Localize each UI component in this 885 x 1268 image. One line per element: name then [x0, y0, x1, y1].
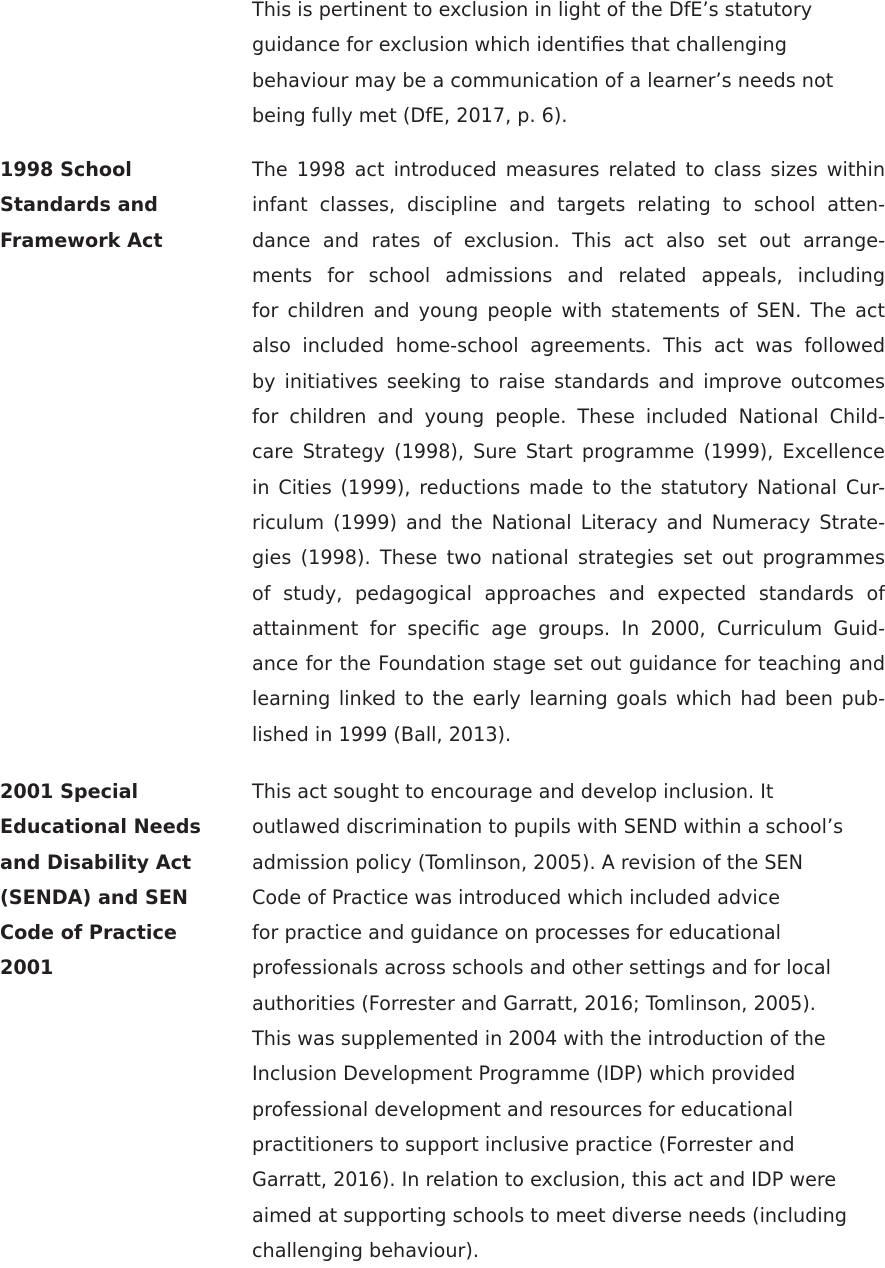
heading-line: 2001 Special [0, 780, 139, 803]
body-line: ance for the Foundation stage set out guidance for teaching and [252, 652, 885, 676]
body-line: Code of Practice was introduced which included advice [252, 885, 781, 909]
entry-2001-body [252, 774, 885, 1268]
heading-line: Framework Act [0, 228, 163, 252]
heading-line: 1998 School [0, 158, 132, 181]
heading-line: (SENDA) and SEN [0, 885, 188, 909]
heading-line: Educational Needs [0, 815, 201, 839]
body-line: challenging behaviour). [252, 1238, 480, 1262]
body-line: aimed at supporting schools to meet diverse needs (including [252, 1203, 847, 1227]
body-line: gies (1998). These two national strategies set out programmes [252, 546, 885, 570]
entry-1998-heading [0, 152, 235, 258]
body-line: in Cities (1999), reductions made to the statutory National Cur- [252, 475, 885, 499]
intro-line: behaviour may be a communication of a learner’s needs not [252, 68, 834, 92]
heading-line: Standards and [0, 193, 158, 217]
intro-line: This is pertinent to exclusion in light of the DfE’s statutory [252, 0, 813, 21]
body-line: professionals across schools and other settings and for local [252, 956, 831, 980]
body-line: lished in 1999 (Ball, 2013). [252, 722, 512, 746]
body-line: by initiatives seeking to raise standards and improve outcomes [252, 369, 885, 393]
heading-line: 2001 [0, 956, 54, 980]
body-line: learning linked to the early learning goals which had been pub- [252, 687, 885, 711]
body-line: for children and young people with statements of SEN. The act [252, 299, 885, 323]
body-line: of study, pedagogical approaches and expected standards of [252, 581, 885, 605]
body-line: dance and rates of exclusion. This act also set out arrange- [252, 228, 885, 252]
body-line: outlawed discrimination to pupils with SEND within a school’s [252, 815, 844, 839]
body-line: This was supplemented in 2004 with the introduction of the [252, 1027, 826, 1051]
body-line: practitioners to support inclusive practice (Forrester and [252, 1132, 795, 1156]
body-line: Garratt, 2016). In relation to exclusion, this act and IDP were [252, 1168, 837, 1192]
heading-line: and Disability Act [0, 850, 192, 874]
body-line: care Strategy (1998), Sure Start programme (1999), Excellence [252, 440, 885, 464]
body-line: The 1998 act introduced measures related to class sizes within [252, 158, 885, 181]
body-line: infant classes, discipline and targets relating to school atten- [252, 193, 885, 217]
entry-1998-body [252, 152, 885, 752]
body-line: for children and young people. These included National Child- [252, 405, 885, 429]
body-line: This act sought to encourage and develop inclusion. It [252, 780, 774, 803]
intro-paragraph [252, 0, 885, 133]
body-line: admission policy (Tomlinson, 2005). A revision of the SEN [252, 850, 804, 874]
body-line: authorities (Forrester and Garratt, 2016; Tomlinson, 2005). [252, 991, 816, 1015]
heading-line: Code of Practice [0, 921, 177, 945]
body-line: attainment for specific age groups. In 2000, Curriculum Guid- [252, 616, 885, 640]
body-line: riculum (1999) and the National Literacy and Numeracy Strate- [252, 510, 885, 534]
intro-line: guidance for exclusion which identifies that challenging [252, 33, 787, 57]
body-line: ments for school admissions and related appeals, including [252, 263, 885, 287]
body-line: Inclusion Development Programme (IDP) which provided [252, 1062, 796, 1086]
body-line: professional development and resources for educational [252, 1097, 794, 1121]
entry-2001-heading [0, 774, 235, 986]
body-line: also included home-school agreements. This act was followed [252, 334, 885, 358]
intro-line: being fully met (DfE, 2017, p. 6). [252, 103, 568, 127]
body-line: for practice and guidance on processes for educational [252, 921, 781, 945]
